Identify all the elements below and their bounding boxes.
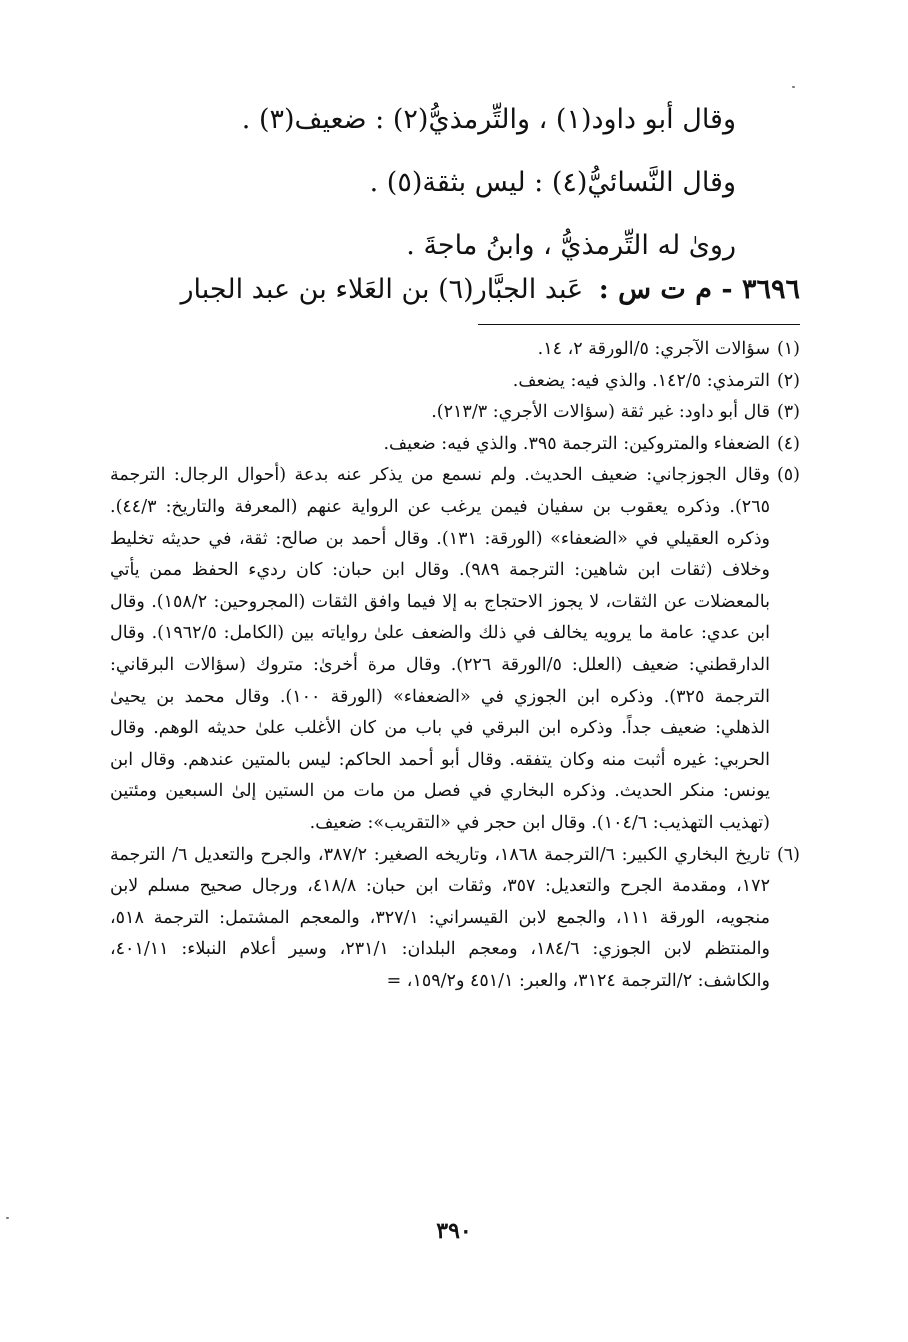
footnote-text: سؤالات الآجري: ٥/الورقة ٢، ١٤. — [537, 339, 770, 359]
entry-heading — [100, 270, 800, 310]
footnote-4 — [110, 429, 800, 461]
entry-name: عَبد الجبَّار(٦) بن العَلاء بن عبد الجبار — [180, 274, 584, 305]
footnote-text: وقال الجوزجاني: ضعيف الحديث. ولم نسمع من يذكر عنه بدعة (أحوال الرجال: الترجمة ٢٦٥). وذكره يعقوب بن سفيان فيمن يرغب عن الرواية عنهم (المعرفة والتاريخ: ٤٤/٣). وذكره العقيلي في «الضعفاء» (الورقة: ١٣١). وقال أحمد بن صالح: ثقة، في حديثه تخليط وخلاف (ثقات ابن شاهين: الترجمة ٩٨٩). وقال ابن حبان: كان رديء الحفظ ممن يأتي بالمعضلات عن الثقات، لا يجوز الاحتجاج به إلا فيما وافق الثقات (المجروحين: ١٥٨/٢). وقال ابن عدي: عامة ما يرويه يخالف في ذلك والضعف علىٰ رواياته بين (الكامل: ١٩٦٢/٥). وقال الدارقطني: ضعيف (العلل: ٥/الورقة ٢٢٦). وقال مرة أخرىٰ: متروك (سؤالات البرقاني: الترجمة ٣٢٥). وذكره ابن الجوزي في «الضعفاء» (الورقة ١٠٠). وقال محمد بن يحيىٰ الذهلي: ضعيف جداً. وذكره ابن البرقي في باب من كان الأغلب علىٰ حديثه الوهم. وقال الحربي: غيره أثبت منه وكان يتفقه. وقال أبو أحمد الحاكم: ليس بالمتين عندهم. وقال ابن يونس: منكر الحديث. وذكره البخاري في فصل من مات من الستين إلىٰ السبعين ومئتين (تهذيب التهذيب: ١٠٤/٦). وقال ابن حجر في «التقريب»: ضعيف. — [110, 465, 770, 833]
footnote-marker: (١) — [776, 339, 800, 359]
footnote-marker: (٦) — [776, 844, 800, 865]
footnotes — [110, 334, 800, 997]
footnote-1 — [110, 334, 800, 366]
main-text — [156, 88, 736, 277]
footnote-text: الترمذي: ١٤٢/٥. والذي فيه: يضعف. — [512, 370, 770, 391]
footnote-divider — [478, 324, 800, 325]
main-line-2: وقال النَّسائيُّ(٤) : ليس بثقة(٥) . — [369, 167, 736, 198]
main-line-3: روىٰ له التِّرمذيُّ ، وابنُ ماجةَ . — [406, 230, 736, 261]
scan-speck — [6, 1217, 9, 1219]
entry-number: ٣٦٩٦ - م ت س : — [598, 274, 800, 305]
footnote-marker: (٢) — [776, 370, 800, 391]
footnote-text: قال أبو داود: غير ثقة (سؤالات الأجري: ٢١٣/٣). — [431, 402, 770, 423]
scan-speck — [792, 86, 795, 88]
footnote-2 — [110, 366, 800, 398]
footnote-5 — [110, 460, 800, 839]
page-number: ٣٩٠ — [436, 1218, 472, 1244]
footnote-text: تاريخ البخاري الكبير: ٦/الترجمة ١٨٦٨، وتاريخه الصغير: ٣٨٧/٢، والجرح والتعديل ٦/ الترجمة ١٧٢، ومقدمة الجرح والتعديل: ٣٥٧، وثقات ابن حبان: ٤١٨/٨، ورجال صحيح مسلم لابن منجويه، الورقة ١١١، والجمع لابن القيسراني: ٣٢٧/١، والمعجم المشتمل: الترجمة ٥١٨، والمنتظم لابن الجوزي: ١٨٤/٦، ومعجم البلدان: ٢٣١/١، وسير أعلام النبلاء: ٤٠١/١١، والكاشف: ٢/الترجمة ٣١٢٤، والعبر: ٤٥١/١ و١٥٩/٢، = — [110, 844, 770, 991]
footnote-marker: (٥) — [776, 465, 800, 486]
footnote-marker: (٣) — [776, 402, 800, 423]
footnote-3 — [110, 397, 800, 429]
main-line-1: وقال أبو داود(١) ، والتِّرمذيُّ(٢) : ضعيف(٣) . — [241, 104, 736, 135]
footnote-marker: (٤) — [776, 433, 800, 454]
footnote-text: الضعفاء والمتروكين: الترجمة ٣٩٥. والذي فيه: ضعيف. — [383, 433, 770, 454]
footnote-6 — [110, 840, 800, 998]
